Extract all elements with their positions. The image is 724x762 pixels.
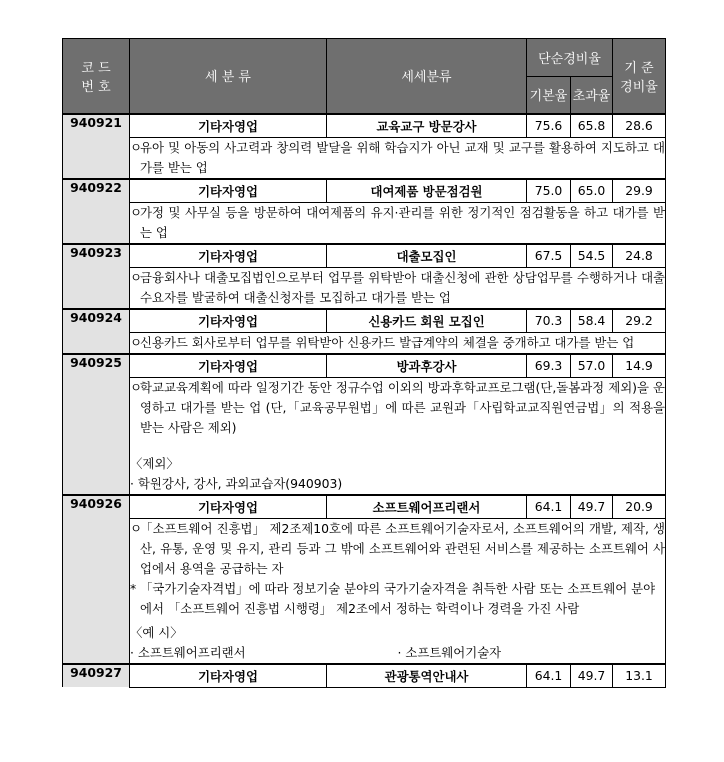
exclusion-title: 〈제외〉	[130, 455, 179, 471]
header-category: 세 분 류	[130, 39, 327, 114]
subcategory-cell: 소프트웨어프리랜서	[327, 495, 527, 519]
expense-rate-table	[62, 38, 666, 688]
standard-rate-cell: 13.1	[613, 664, 666, 688]
subcategory-cell: 대여제품 방문점검원	[327, 179, 527, 203]
excess-rate-cell: 58.4	[571, 309, 613, 333]
example-item: · 소프트웨어프리랜서	[130, 644, 246, 660]
code-cell: 940926	[63, 495, 130, 664]
header-excess-rate: 초과율	[571, 77, 613, 114]
table-row	[63, 244, 666, 268]
table-row	[63, 114, 666, 138]
basic-rate-cell: 64.1	[527, 664, 571, 688]
table-row	[63, 309, 666, 333]
basic-rate-cell: 75.0	[527, 179, 571, 203]
description-cell	[130, 377, 666, 495]
excess-rate-cell: 49.7	[571, 495, 613, 519]
example-title: 〈예 시〉	[130, 624, 183, 640]
bullet-marker: ㅇ	[130, 269, 142, 285]
description-text: 가정 및 사무실 등을 방문하여 대여제품의 유지·관리를 위한 정기적인 점검활동을 하고 대가를 받는 업	[140, 204, 666, 240]
bullet-marker: ㅇ	[130, 139, 142, 155]
code-cell: 940925	[63, 354, 130, 495]
category-cell: 기타자영업	[130, 354, 327, 378]
bullet-marker: ㅇ	[130, 379, 142, 395]
header-standard-line2: 경비율	[620, 79, 658, 95]
description-text: 금융회사나 대출모집법인으로부터 업무를 위탁받아 대출신청에 관한 상담업무를 수행하거나 대출 수요자를 발굴하여 대출신청자를 모집하고 대가를 받는 업	[140, 269, 666, 305]
standard-rate-cell: 24.8	[613, 244, 666, 268]
header-basic-rate: 기본율	[527, 77, 571, 114]
category-cell: 기타자영업	[130, 114, 327, 138]
category-cell: 기타자영업	[130, 495, 327, 519]
standard-rate-cell: 14.9	[613, 354, 666, 378]
bullet-marker: ㅇ	[130, 334, 142, 350]
description-cell	[130, 202, 666, 244]
subcategory-cell: 신용카드 회원 모집인	[327, 309, 527, 333]
header-code	[63, 39, 130, 114]
subcategory-cell: 방과후강사	[327, 354, 527, 378]
header-simple-rate: 단순경비율	[527, 39, 613, 77]
basic-rate-cell: 70.3	[527, 309, 571, 333]
table-row	[63, 179, 666, 203]
table-row	[63, 495, 666, 519]
header-standard-line1: 기 준	[624, 60, 654, 76]
excess-rate-cell: 65.8	[571, 114, 613, 138]
standard-rate-cell: 29.9	[613, 179, 666, 203]
standard-rate-cell: 20.9	[613, 495, 666, 519]
bullet-marker: ㅇ	[130, 520, 142, 536]
category-cell: 기타자영업	[130, 309, 327, 333]
basic-rate-cell: 67.5	[527, 244, 571, 268]
category-cell: 기타자영업	[130, 179, 327, 203]
header-standard-rate	[613, 39, 666, 114]
note-marker: *	[130, 580, 137, 596]
description-text: 유아 및 아동의 사고력과 창의력 발달을 위해 학습지가 아닌 교재 및 교구를 활용하여 지도하고 대가를 받는 업	[140, 139, 666, 175]
description-cell	[130, 137, 666, 179]
header-code-line1: 코 드	[81, 60, 111, 76]
description-text: 신용카드 회사로부터 업무를 위탁받아 신용카드 발급계약의 체결을 중개하고 대가를 받는 업	[140, 334, 635, 350]
table-row	[63, 664, 666, 688]
standard-rate-cell: 29.2	[613, 309, 666, 333]
subcategory-cell: 관광통역안내사	[327, 664, 527, 688]
basic-rate-cell: 75.6	[527, 114, 571, 138]
description-text: 학교교육계획에 따라 일정기간 동안 정규수업 이외의 방과후학교프로그램(단,돌봄과정 제외)을 운영하고 대가를 받는 업 (단,「교육공무원법」에 따른 교원과「사립학교교직원연금법」의 적용을 받는 사람은 제외)	[140, 379, 666, 435]
example-items	[130, 643, 665, 663]
description-text: 「소프트웨어 진흥법」 제2조제10호에 따른 소프트웨어기술자로서, 소프트웨어의 개발, 제작, 생산, 유통, 운영 및 유지, 관리 등과 그 밖에 소프트웨어와 관련된 서비스를 제공하는 소프트웨어 사업에서 용역을 공급하는 자	[140, 520, 666, 576]
example-item: · 소프트웨어기술자	[397, 644, 502, 660]
exclusion-item: · 학원강사, 강사, 과외교습자(940903)	[130, 475, 343, 491]
description-cell	[130, 518, 666, 664]
description-cell	[130, 332, 666, 354]
code-cell: 940921	[63, 114, 130, 179]
code-cell: 940922	[63, 179, 130, 244]
note-text: 「국가기술자격법」에 따라 정보기술 분야의 국가기술자격을 취득한 사람 또는 소프트웨어 분야에서 「소프트웨어 진흥법 시행령」 제2조에서 정하는 학력이나 경력을 가진 사람	[140, 580, 656, 616]
header-code-line2: 번 호	[81, 79, 111, 95]
excess-rate-cell: 57.0	[571, 354, 613, 378]
header-subcategory: 세세분류	[327, 39, 527, 114]
description-cell	[130, 267, 666, 309]
code-cell: 940923	[63, 244, 130, 309]
basic-rate-cell: 69.3	[527, 354, 571, 378]
basic-rate-cell: 64.1	[527, 495, 571, 519]
excess-rate-cell: 65.0	[571, 179, 613, 203]
code-cell: 940927	[63, 664, 130, 688]
standard-rate-cell: 28.6	[613, 114, 666, 138]
subcategory-cell: 교육교구 방문강사	[327, 114, 527, 138]
code-cell: 940924	[63, 309, 130, 354]
excess-rate-cell: 54.5	[571, 244, 613, 268]
category-cell: 기타자영업	[130, 664, 327, 688]
bullet-marker: ㅇ	[130, 204, 142, 220]
table-row	[63, 354, 666, 378]
subcategory-cell: 대출모집인	[327, 244, 527, 268]
category-cell: 기타자영업	[130, 244, 327, 268]
excess-rate-cell: 49.7	[571, 664, 613, 688]
